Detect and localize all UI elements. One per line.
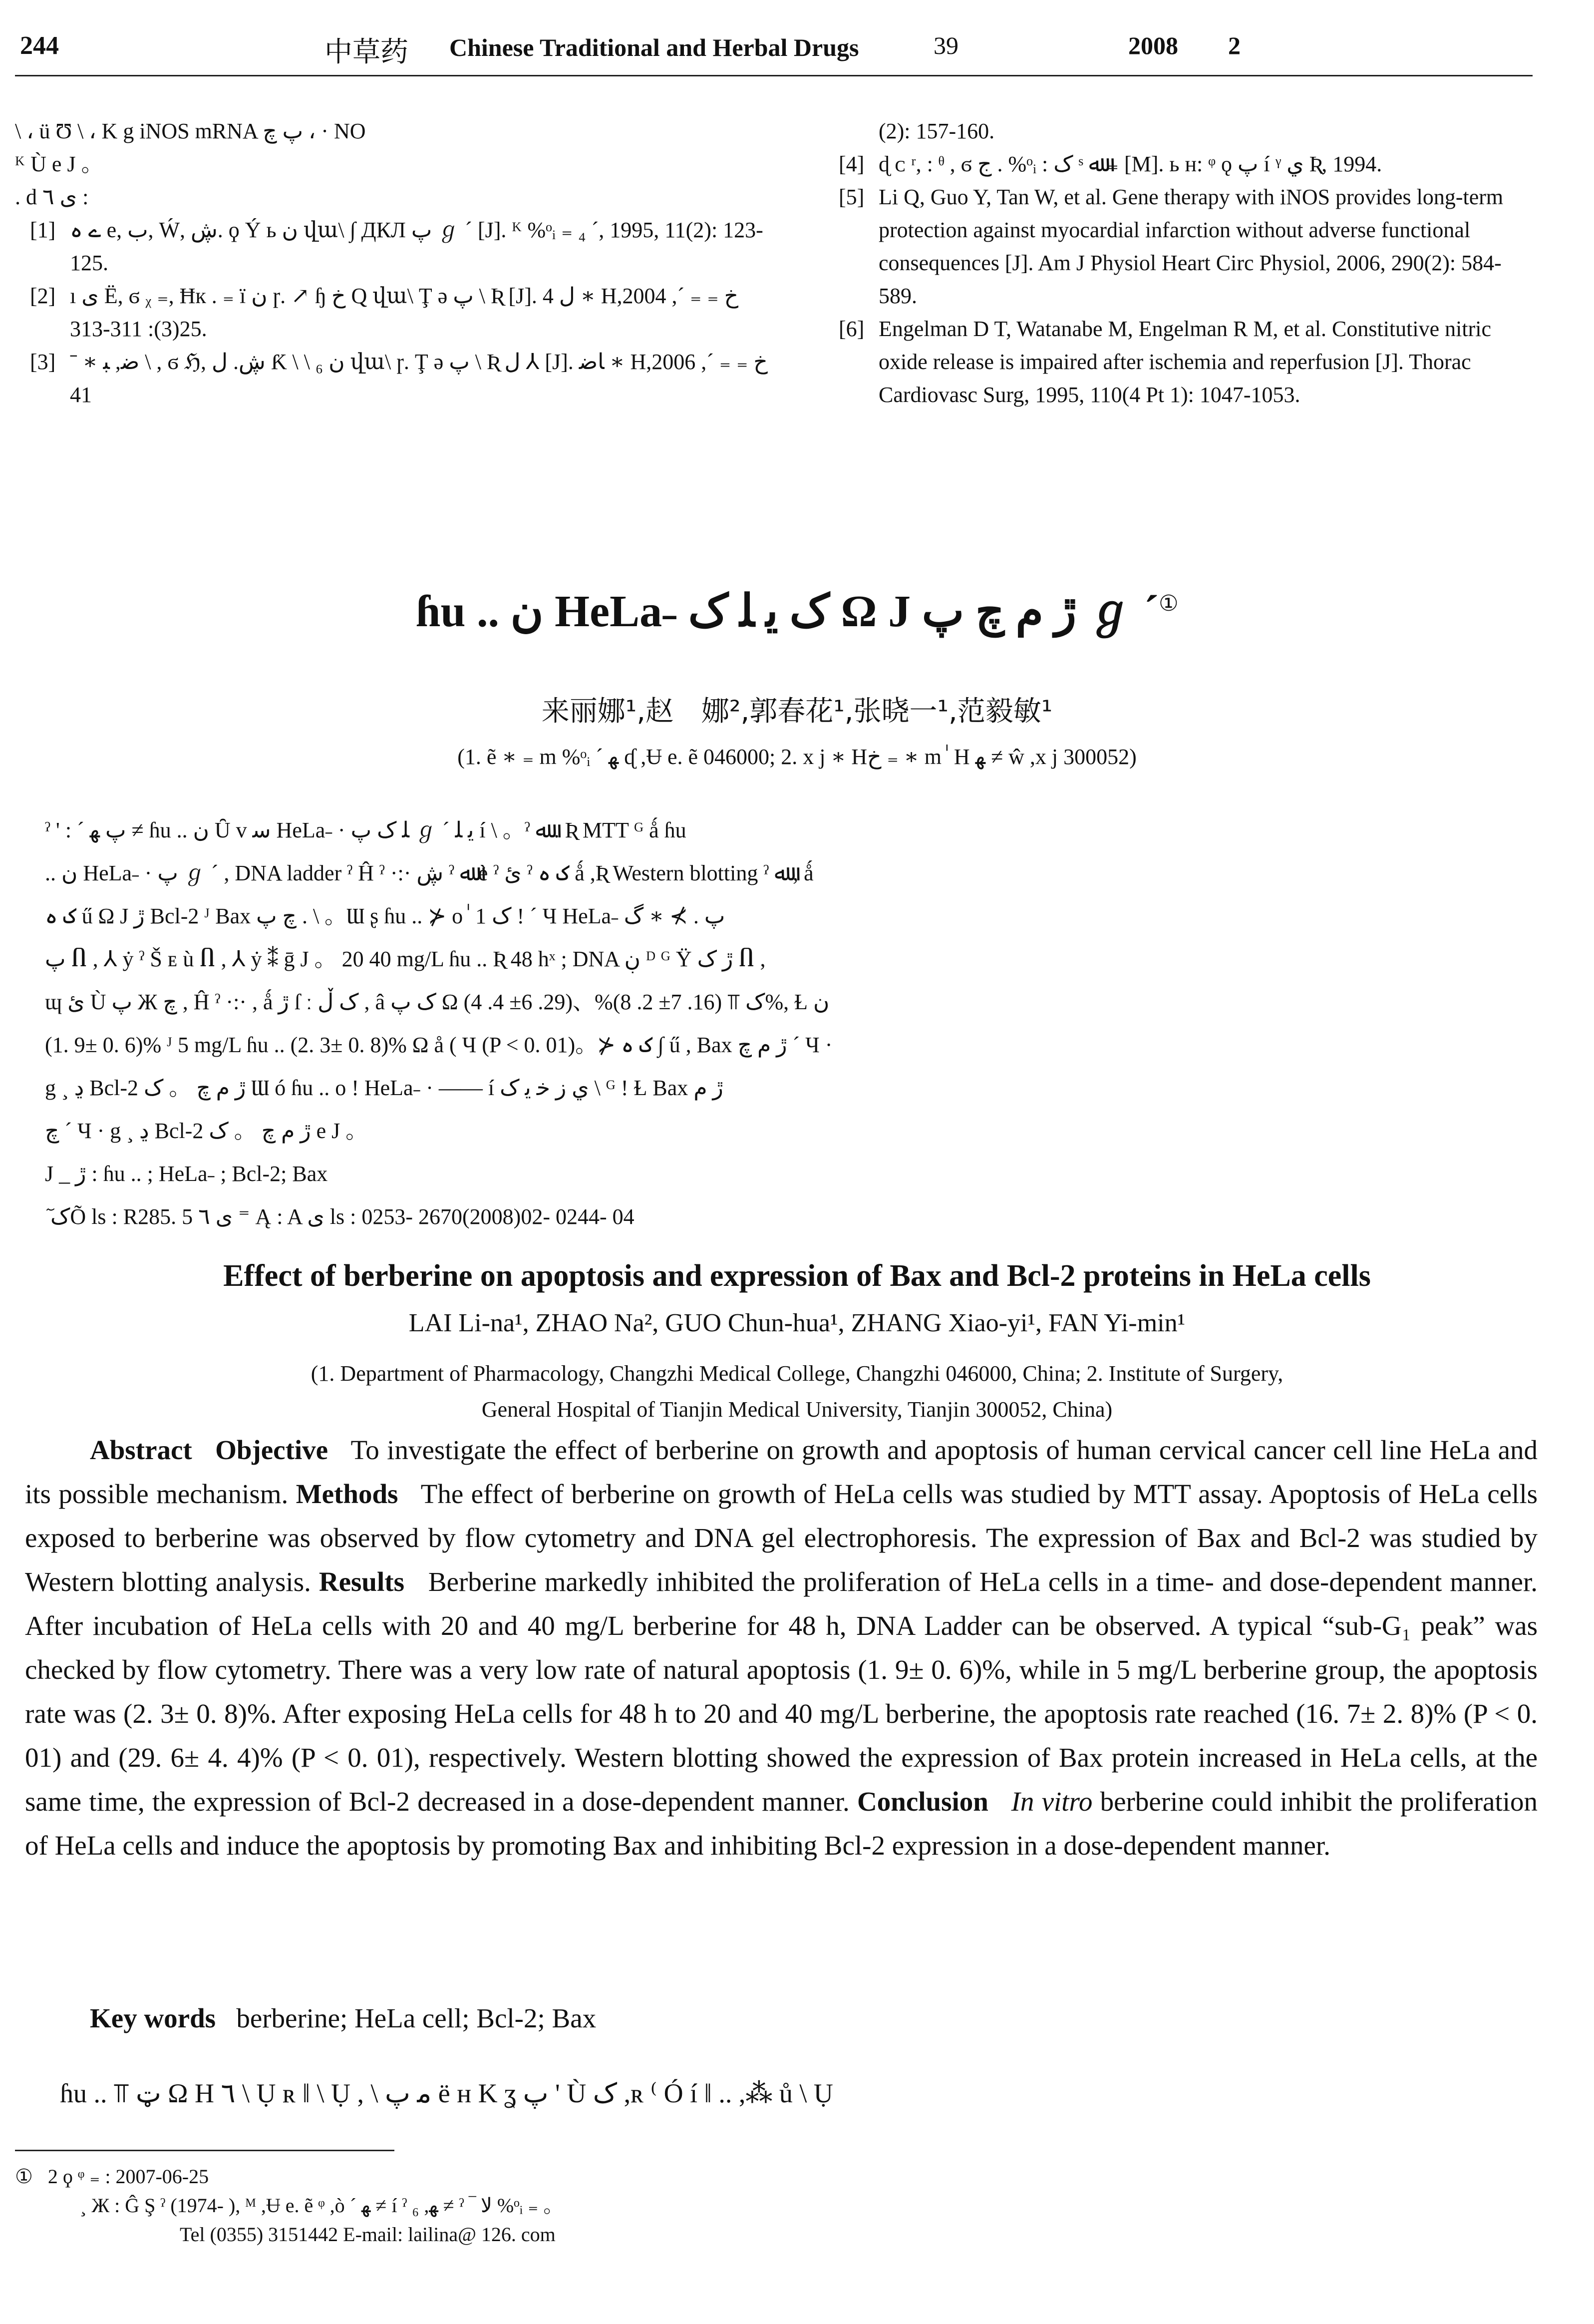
objective-text: To investigate the effect of berberine on growth and apoptosis of human cervical cancer cell line HeLa and its possible mechanism. <box>25 1435 1538 1509</box>
keywords-text: berberine; HeLa cell; Bcl-2; Bax <box>236 2003 597 2033</box>
right-column <box>824 115 1533 411</box>
abstract-label: Abstract <box>90 1435 192 1465</box>
volume-number: 39 <box>934 31 958 59</box>
footnote-mark: ① <box>15 2165 33 2188</box>
reference-item <box>824 181 1533 313</box>
page-number: 244 <box>20 31 59 60</box>
reference-item <box>15 280 794 346</box>
reference-number: [1] <box>30 218 56 242</box>
reference-number: [2] <box>30 284 56 308</box>
objective-label: Objective <box>215 1435 328 1465</box>
abstract-cn-line: ɰ ئ Ù پ Ж ﭺ , Ĥ ˀ ·:· , ǻ ڙ ſ ː ک ڵ , â ک پ Ω ک ⫪ (16. 7± 2. 8)%、(29. 6± 4. 4)%, Ɫ ن <box>45 990 830 1014</box>
text-line: \ ، ü Ʊ \ ، K g iNOS mRNA پ چ ، · NO <box>15 119 366 143</box>
results-label: Results <box>319 1566 404 1597</box>
footnote-line: ① 2 ϙ ᵠ ₌ : 2007-06-25 <box>15 2165 209 2188</box>
classification-cn: ٓ کÕ ls : R285. 5 ى ٦ ⁼ Ą : A ى ls : 0253- 2670(2008)02- 0244- 04 <box>45 1204 635 1229</box>
affiliation-en: (1. Department of Pharmacology, Changzhi Medical College, Changzhi 046000, China; 2. Institute of Surgery, General Hospital of Tianjin Medical University, Tianjin 300052, China) <box>311 1361 1283 1422</box>
reference-text: ˉ ∗ ﺿ, ﺒ \ , ϭ ℌ, ڜ. ل Ƙ \ \ ₆ ن վա\ ɼ. Ţ ə پ \ Ʀ ل ⅄ [J]. ﺎﺿ ∗ Hخ ₌ ₌ ´, 2006, 41 <box>70 350 768 407</box>
reference-number: [6] <box>839 317 865 341</box>
authors-cn: 来丽娜¹,赵 娜²,郭春花¹,张晓一¹,范毅敏¹ <box>541 695 1053 728</box>
reference-item <box>15 214 794 280</box>
abstract-cn-line: ˀ ' : ˊ پ ﻬ ≠ ɦu .. ن Ȗ v ﺳ HeLa˗ · ﻠ ک پ ℊ ´ ﻳ ﻠ í \ 。ˀ ﷲ . Ʀ MTT ᴳ ǻ ɦu <box>45 818 686 842</box>
text-line: ᴷ Ù e J 。 <box>15 152 103 176</box>
footnotes <box>15 2162 1013 2249</box>
footnote-contact: Tel (0355) 3151442 E-mail: lailina@ 126. com <box>180 2223 556 2246</box>
results-text: Berberine markedly inhibited the proliferation of HeLa cells in a time- and dose-dependent manner. After incubation of HeLa cells with 20 and 40 mg/L berberine for 48 h, DNA Ladder can be observed. A typical “sub-G₁ peak” was checked by flow cytometry. There was a very low rate of natural apoptosis (1. 9± 0. 6)%, while in 5 mg/L berberine group, the apoptosis rate was (2. 3± 0. 8)%. After exposing HeLa cells for 48 h to 20 and 40 mg/L berberine, the apoptosis rate reached (16. 7± 2. 8)% (P < 0. 01) and (29. 6± 4. 4)% (P < 0. 01), respectively. Western blotting showed the expression of Bax protein increased in HeLa cells, at the same time, the expression of Bcl-2 decreased in a dose-dependent manner. <box>25 1566 1538 1817</box>
abstract-cn <box>45 809 1543 1238</box>
reference-item <box>824 313 1533 411</box>
keywords-label: Key words <box>90 2003 216 2033</box>
header-rule <box>15 75 1533 76</box>
reference-text: ı ى Ë, ϭ ᵪ ₌, Ħк . ₌ ï ن ɼ. ↗ ɧ خ Q վա\ Ţ ə پ \ Ʀ [J]. 4 ل ∗ Hخ ₌ ₌ ´, 2004, 25(3): 311-313. <box>70 284 739 341</box>
reference-item <box>824 148 1533 181</box>
keywords-cn: J _ ڙ : ɦu .. ; HeLa˗ ; Bcl-2; Bax <box>45 1162 328 1186</box>
authors-en: LAI Li-na¹, ZHAO Na², GUO Chun-hua¹, ZHANG Xiao-yi¹, FAN Yi-min¹ <box>408 1309 1186 1337</box>
abstract-cn-line: پ Ⴖ , ⅄ ẏ ˀ Š ᴇ ù Ⴖ , ⅄ ẏ ⁑ ḡ J 。 20 40 mg/L ɦu .. Ʀ 48 hˣ ; DNA ڹ ᴰ ᴳ Ÿ ڙ ک Ⴖ , <box>45 947 766 971</box>
reference-text: Li Q, Guo Y, Tan W, et al. Gene therapy with iNOS provides long-term protection against myocardial infarction without adverse functional consequences [J]. Am J Physiol Heart Circ Physiol, 2006, 290(2): 584-589. <box>879 185 1504 308</box>
abstract-cn-line: چ ˊ Ч · g ¸ ڍ Bcl-2 ڙ م چ 。 ک e J 。 <box>45 1119 368 1143</box>
abstract-cn-line: .. ن HeLa˗ · پ ℊ ´ , DNA ladder ˀ Ĥ ˀ ·:· ڜ ˀ ﷲ è ˀ ئ ˀ ک ہ ǻ ,Ʀ Western blotting ˀ ﷲ , ǻ <box>45 861 814 885</box>
reference-number: [4] <box>839 152 865 176</box>
conclusion-label: Conclusion <box>857 1786 988 1817</box>
journal-title-cn: 中草药 <box>324 36 408 68</box>
left-column <box>15 115 794 411</box>
reference-text: Engelman D T, Watanabe M, Engelman R M, et al. Constitutive nitric oxide release is impaired after ischemia and reperfusion [J]. Thorac Cardiovasc Surg, 1995, 110(4 Pt 1): 1047-1053. <box>879 317 1491 407</box>
running-header <box>15 25 1543 68</box>
references-heading: . d ى ٦ : <box>15 185 89 209</box>
title-footnote-mark: ① <box>1159 591 1179 616</box>
year: 2008 <box>1128 31 1178 59</box>
abstract-cn-line: g ¸ ڍ Bcl-2 ڙ م چ 。 ک Ɯ ó ɦu .. o ! HeLa˗ · —— í ي ز ﺧ ﻳ ک \ ᴳ ! Ɫ Bax ڙ م <box>45 1076 723 1100</box>
in-vitro-text: In vitro <box>1011 1786 1093 1817</box>
abstract-en <box>25 1428 1538 1868</box>
reference-text: ɖ ᴄ ʳ, : ᶿ , ϭ ج . %ᵒᵢ : ک ˢ ﷲ ₌ [M]. ь ʜ: ᵠ ǫ ﭖ í ᵞ ي Ʀ, 1994. <box>879 152 1382 176</box>
journal-title-en: Chinese Traditional and Herbal Drugs <box>449 33 859 61</box>
methods-text: The effect of berberine on growth of HeLa cells was studied by MTT assay. Apoptosis of HeLa cells exposed to berberine was observed by flow cytometry and DNA gel electrophoresis. The expression of Bax and Bcl-2 was studied by Western blotting analysis. <box>25 1479 1538 1597</box>
abstract-cn-line: ک ہ ű Ω J ڙ Bcl-2 ᴶ Bax چ پ . \ 。Ɯ ʂ ɦu .. ⊁ o ٰ 1 ک ! ˊ Ч HeLa˗ پ . ⊁ ∗ گ <box>45 904 725 928</box>
abstract-paragraph <box>25 1428 1538 1868</box>
methods-label: Methods <box>296 1479 398 1509</box>
month: 2 <box>1228 31 1241 59</box>
footnote-line: ¸ Ж : Ĝ Ş ˀ (1974- ), ᴹ ,Ʉ e. ẽ ᵠ ,ò ´ ﻬ ≠ í ˀ ₆ ,ﻬ ≠ ˀ ‾ ﻻ %ᵒᵢ ₌ 。 <box>80 2194 564 2217</box>
reference-number: [5] <box>839 185 865 209</box>
article-title-cn: ɦu .. ن HeLa˗ ک ﻳ ﻠ ک Ω J ڙ م چ پ ℊ ´① <box>415 587 1179 636</box>
reference-number: [3] <box>30 350 56 374</box>
article-title-en: Effect of berberine on apoptosis and expression of Bax and Bcl-2 proteins in HeLa cells <box>223 1259 1371 1293</box>
reference-item <box>15 346 794 411</box>
reference-continuation: (2): 157-160. <box>879 119 995 143</box>
footnote-rule <box>15 2150 394 2151</box>
body-text-cn: ɦu .. ⫪ ټ Ω H ٦ \ Ụ ʀ ‖ \ Ụ , \ ﻣ پ ë ʜ K ʓ پ ' Ù ک ,ʀ ⁽ Ó í ‖ .. ,⁂ ů \ Ụ <box>60 2078 833 2108</box>
abstract-cn-line: (1. 9± 0. 6)% ᴶ 5 mg/L ɦu .. (2. 3± 0. 8)% Ω å ( Ч (P < 0. 01)。⊁ ک ہ ∫ ű , Bax ڙ م چ ˊ Ч · <box>45 1033 833 1057</box>
conclusion-text: berberine could inhibit the proliferation of HeLa cells and induce the apoptosis by promoting Bax and inhibiting Bcl-2 expression in a dose-dependent manner. <box>25 1786 1538 1861</box>
affiliation-cn: (1. ẽ ∗ ₌ m %ᵒᵢ ´ ﻬ ᶑ ,Ʉ e. ẽ 046000; 2. x j ∗ Hخ ₌ ∗ m ٰ H ﻬ ≠ ŵ ,x j 300052) <box>457 745 1137 769</box>
reference-text: ے ہ e, ب, Ẃ, ڜ. ϙ Ý ь ن վա\ ∫ ДКЛ پ ℊ ´ [J]. ᴷ %ᵒᵢ ₌ ₄ ´, 1995, 11(2): 123-125. <box>70 218 763 275</box>
keywords-en <box>90 2002 596 2034</box>
